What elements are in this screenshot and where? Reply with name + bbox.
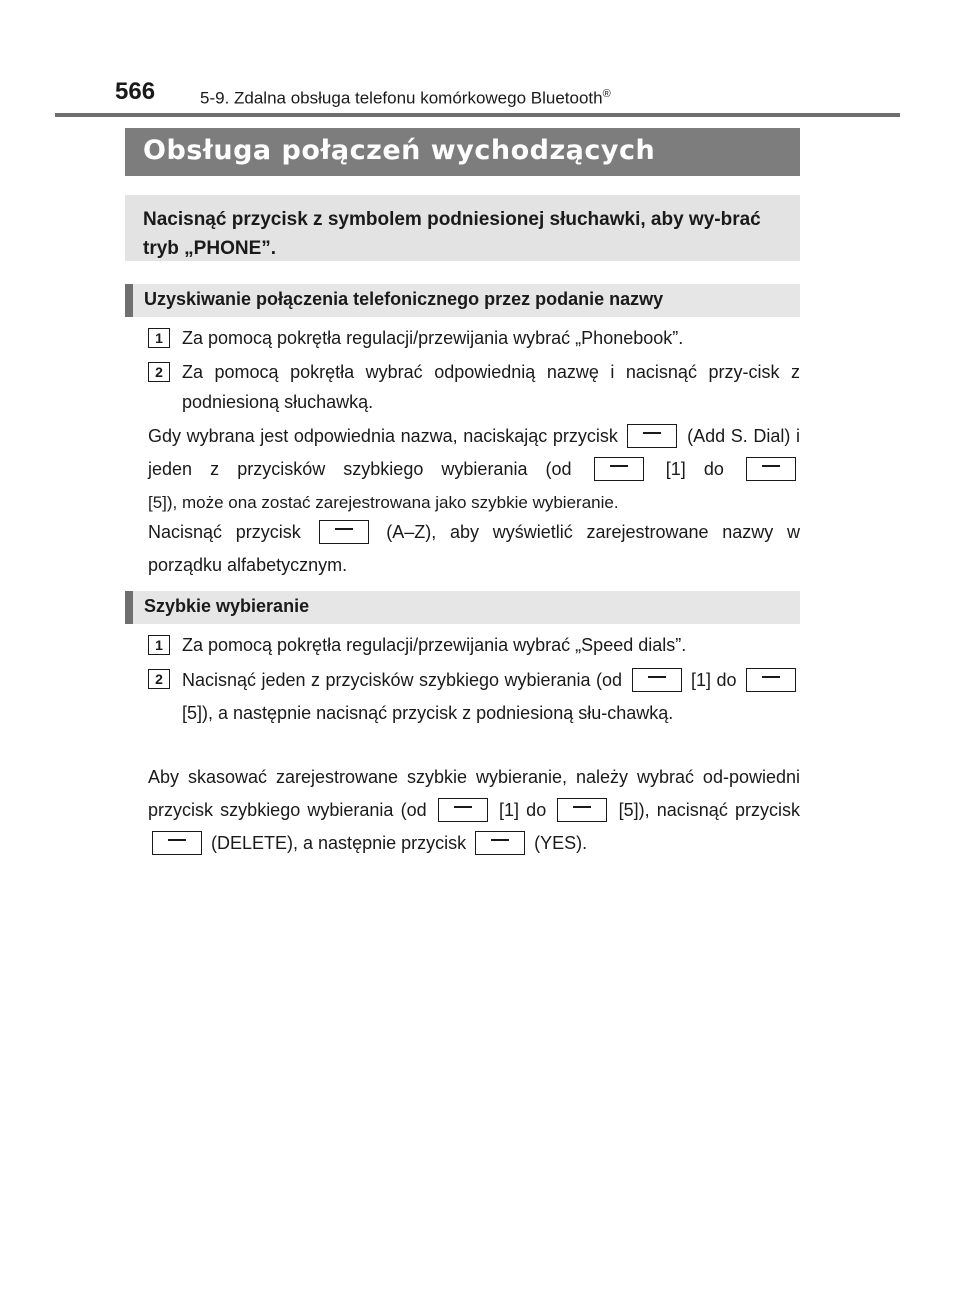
a-z-button-icon: [319, 520, 369, 544]
note-text: [1] do: [499, 800, 547, 820]
step-by-name-2: [148, 357, 800, 417]
step-text: Za pomocą pokrętła regulacji/przewijania wybrać „Speed dials”.: [182, 635, 687, 655]
note-text: Nacisnąć przycisk: [148, 522, 301, 542]
step-text: [182, 664, 800, 730]
note-text: [1]: [665, 459, 686, 479]
step-text-part: [1]: [690, 670, 711, 690]
registered-mark: ®: [602, 88, 611, 100]
note-text: do: [703, 459, 724, 479]
speed-dial-button-icon: [438, 798, 488, 822]
speed-dial-button-icon: [746, 457, 796, 481]
step-text-part: [5]), a następnie nacisnąć przycisk z podniesioną słu-chawką.: [182, 703, 674, 723]
step-text: Za pomocą pokrętła regulacji/przewijania wybrać „Phonebook”.: [182, 328, 684, 348]
note-text: (YES).: [534, 833, 588, 853]
step-number: 1: [148, 328, 170, 348]
note-text: (DELETE), a następnie przycisk: [211, 833, 467, 853]
step-text-part: do: [716, 670, 737, 690]
chapter-title-text: 5-9. Zdalna obsługa telefonu komórkowego Bluetooth: [200, 88, 603, 108]
step-by-name-1: [148, 323, 800, 353]
chapter-title: [200, 88, 611, 109]
note-text: [5]), nacisnąć przycisk: [618, 800, 800, 820]
subheading-by-name: Uzyskiwanie połączenia telefonicznego przez podanie nazwy: [125, 284, 800, 317]
section-title: Obsługa połączeń wychodzących: [125, 128, 800, 176]
add-speed-dial-button-icon: [627, 424, 677, 448]
subheading-speed-dial: Szybkie wybieranie: [125, 591, 800, 624]
speed-dial-button-icon: [746, 668, 796, 692]
intro-box: Nacisnąć przycisk z symbolem podniesionej słuchawki, aby wy-brać tryb „PHONE”.: [125, 195, 800, 261]
note-text: [5]), może ona zostać zarejestrowana jako szybkie wybieranie.: [148, 493, 619, 512]
speed-dial-button-icon: [632, 668, 682, 692]
delete-speed-dial-note: [148, 761, 800, 860]
speed-dial-button-icon: [594, 457, 644, 481]
step-number: 2: [148, 669, 170, 689]
note-text: (A–Z), aby wyświetlić zarejestrowane nazwy w porządku alfabetycznym.: [148, 522, 800, 575]
step-speed-2: [148, 664, 800, 730]
step-number: 1: [148, 635, 170, 655]
add-speed-dial-note: [148, 420, 800, 519]
page-number: 566: [115, 78, 156, 105]
yes-button-icon: [475, 831, 525, 855]
step-speed-1: [148, 630, 800, 660]
step-text-part: Nacisnąć jeden z przycisków szybkiego wybierania (od: [182, 670, 623, 690]
speed-dial-button-icon: [557, 798, 607, 822]
note-text: Gdy wybrana jest odpowiednia nazwa, naciskając przycisk: [148, 426, 618, 446]
header-rule: [55, 113, 900, 117]
a-z-note: [148, 516, 800, 582]
note-text: (Add S. Dial) i jeden z przycisków szybkiego wybierania (od: [148, 426, 800, 479]
step-text: Za pomocą pokrętła wybrać odpowiednią nazwę i nacisnąć przy-cisk z podniesioną słuchawką.: [182, 362, 800, 412]
delete-button-icon: [152, 831, 202, 855]
step-number: 2: [148, 362, 170, 382]
note-text: Aby skasować zarejestrowane szybkie wybieranie, należy wybrać od-powiedni przycisk szybkiego wybierania (od: [148, 767, 800, 820]
